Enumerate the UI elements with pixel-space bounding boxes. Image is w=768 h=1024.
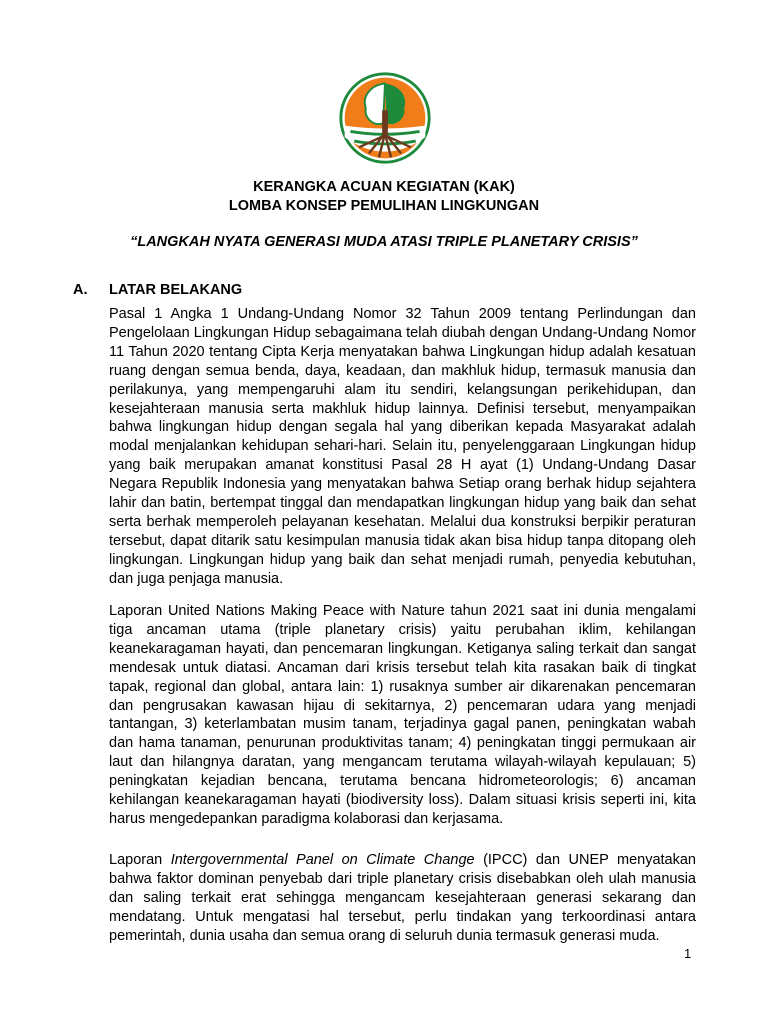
paragraph-3 [109, 851, 696, 946]
document-subtitle: “LANGKAH NYATA GENERASI MUDA ATASI TRIPLE PLANETARY CRISIS” [130, 234, 638, 250]
paragraph-3-text-end: (IPCC) dan UNEP menyatakan bahwa faktor dominan penyebab dari triple planetary crisis disebabkan oleh ulah manusia dan saling terkait erat sehingga mengancam kesejahteraan generasi sekarang dan mendatang. Untuk mengatasi hal tersebut, perlu tindakan yang terkoordinasi antara pemerintah, dunia usaha dan semua orang di seluruh dunia termasuk generasi muda. [109, 852, 696, 944]
document-title-line1: KERANGKA ACUAN KEGIATAN (KAK) [253, 179, 515, 195]
document-title-line2: LOMBA KONSEP PEMULIHAN LINGKUNGAN [228, 198, 540, 214]
section-title: LATAR BELAKANG [109, 282, 243, 298]
paragraph-3-text-start: Laporan [109, 852, 171, 868]
ministry-logo-icon [337, 70, 433, 166]
paragraph-2: Laporan United Nations Making Peace with Nature tahun 2021 saat ini dunia mengalami tiga ancaman utama (triple planetary crisis) yaitu perubahan iklim, kehilangan keanekaragaman hayati, dan pencemaran lingkungan. Ketiganya saling terkait dan sangat mendesak untuk diatasi. Ancaman dari krisis tersebut telah kita rasakan baik di tingkat tapak, regional dan global, antara lain: 1) rusaknya sumber air dikarenakan pencemaran dan pengrusakan kawasan hijau di sekitarnya, 2) pencemaran udara yang menjadi tantangan, 3) keterlambatan musim tanam, terjadinya gagal panen, peningkatan wabah dan hama tanaman, penurunan produktivitas tanam; 4) peningkatan tinggi permukaan air laut dan hilangnya daratan, yang mengancam terutama wilayah-wilayah kepulauan; 5) peningkatan kejadian bencana, terutama bencana hidrometeorologis; 6) ancaman kehilangan keanekaragaman hayati (biodiversity loss). Dalam situasi krisis seperti ini, kita harus mengedepankan paradigma kolaborasi dan kerjasama. [109, 603, 696, 827]
paragraph-3-italic-text: Intergovernmental Panel on Climate Change [170, 852, 475, 868]
paragraph-1: Pasal 1 Angka 1 Undang-Undang Nomor 32 Tahun 2009 tentang Perlindungan dan Pengelolaan Lingkungan Hidup sebagaimana telah diubah dengan Undang-Undang Nomor 11 Tahun 2020 tentang Cipta Kerja menyatakan bahwa Lingkungan hidup adalah kesatuan ruang dengan semua benda, daya, keadaan, dan makhluk hidup, termasuk manusia dan perilakunya, yang mempengaruhi alam itu sendiri, kelangsungan perikehidupan, dan kesejahteraan manusia serta makhluk hidup lainnya. Definisi tersebut, menyampaikan bahwa lingkungan hidup dengan segala hal yang diberikan kepada Masyarakat adalah modal menjalankan kehidupan sehari-hari. Selain itu, penyelenggaraan Lingkungan hidup yang baik merupakan amanat konstitusi Pasal 28 H ayat (1) Undang-Undang Dasar Negara Republik Indonesia yang menyatakan bahwa Setiap orang berhak hidup sejahtera lahir dan batin, bertempat tinggal dan mendapatkan lingkungan hidup yang baik dan sehat serta berhak memperoleh pelayanan kesehatan. Melalui dua konstruksi berpikir peraturan tersebut, dapat ditarik satu kesimpulan manusia tidak akan bisa hidup tanpa ditopang oleh lingkungan. Lingkungan hidup yang baik dan sehat menjadi rumah, penyedia kebutuhan, dan juga penjaga manusia. [109, 306, 696, 587]
page-number: 1 [684, 946, 692, 961]
section-number: A. [73, 282, 88, 298]
